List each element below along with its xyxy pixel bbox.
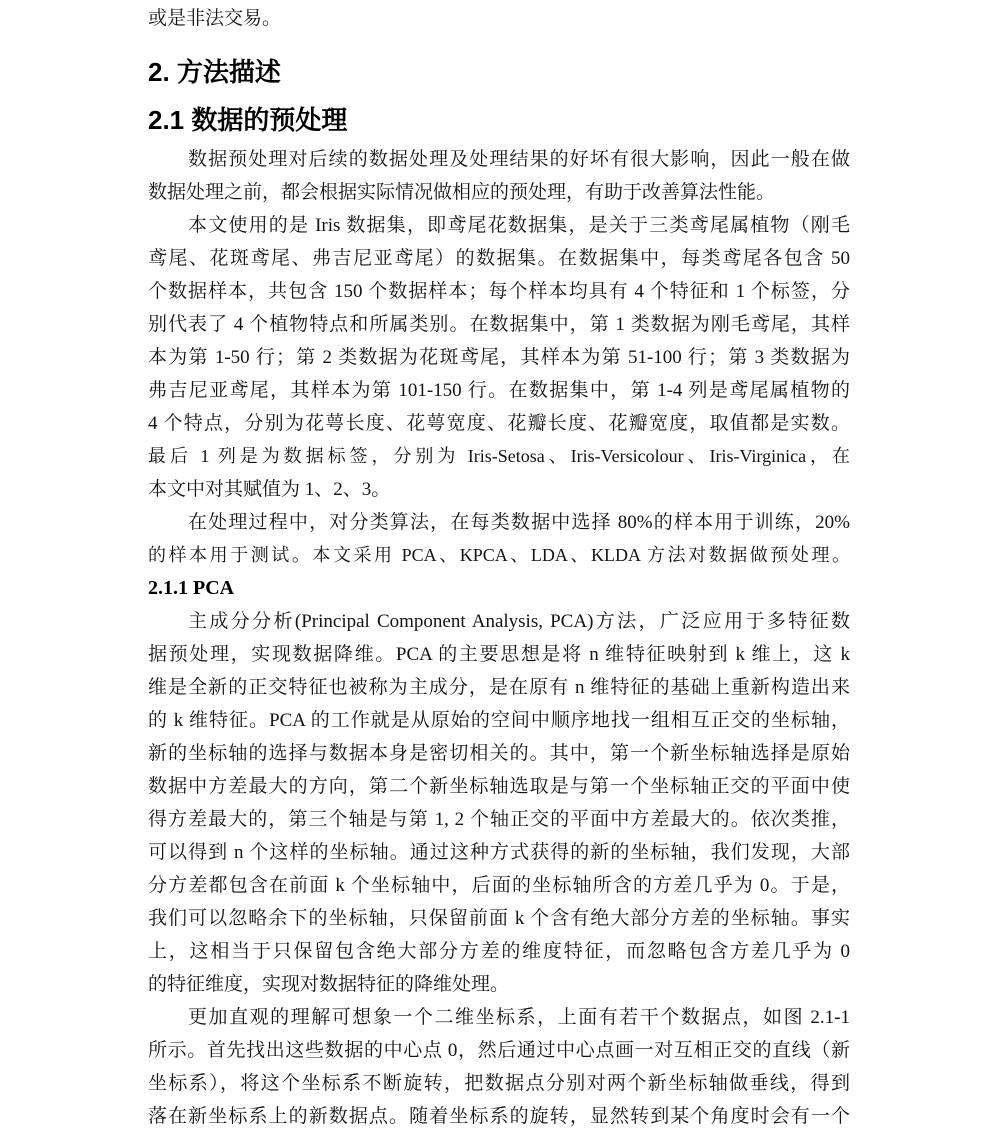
- text-line: 鸢尾、花斑鸢尾、弗吉尼亚鸢尾）的数据集。在数据集中，每类鸢尾各包含 50: [148, 248, 850, 269]
- paragraph-pca-intuition: [148, 1001, 850, 1133]
- text-line: 最后 1 列是为数据标签，分别为 Iris-Setosa、Iris-Versicolour、Iris-Virginica，在: [148, 446, 850, 466]
- text-line: 上，这相当于只保留包含绝大部分方差的维度特征，而忽略包含方差几乎为 0: [148, 941, 850, 962]
- paragraph-iris-dataset: [148, 209, 850, 506]
- text-line: 4 个特点，分别为花萼长度、花萼宽度、花瓣长度、花瓣宽度，取值都是实数。: [148, 413, 850, 434]
- paragraph-train-test-split: [148, 506, 850, 572]
- text-line: 新的坐标轴的选择与数据本身是密切相关的。其中，第一个新坐标轴选择是原始: [148, 743, 850, 764]
- text-line: 得方差最大的，第三个轴是与第 1, 2 个轴正交的平面中方差最大的。依次类推，: [148, 809, 850, 830]
- text-line: 个数据样本，共包含 150 个数据样本；每个样本均具有 4 个特征和 1 个标签，分: [148, 281, 850, 302]
- text-line: 数据中方差最大的方向，第二个新坐标轴选取是与第一个坐标轴正交的平面中使: [148, 776, 850, 797]
- text-line: 坐标系），将这个坐标系不断旋转，把数据点分别对两个新坐标轴做垂线，得到: [148, 1073, 850, 1094]
- text-line: 主成分分析(Principal Component Analysis, PCA)方法，广泛应用于多特征数: [188, 611, 850, 632]
- text-line: 维是全新的正交特征也被称为主成分，是在原有 n 维特征的基础上重新构造出来: [148, 677, 850, 698]
- text-line: 本文使用的是 Iris 数据集，即鸢尾花数据集，是关于三类鸢尾属植物（刚毛: [188, 215, 850, 236]
- text-line: 我们可以忽略余下的坐标轴，只保留前面 k 个含有绝大部分方差的坐标轴。事实: [148, 908, 850, 929]
- document-content: [148, 0, 850, 1133]
- text-line: 数据处理之前，都会根据实际情况做相应的预处理，有助于改善算法性能。: [148, 182, 776, 203]
- paragraph-preprocess-intro: [148, 143, 850, 209]
- text-line: 可以得到 n 个这样的坐标轴。通过这种方式获得的新的坐标轴，我们发现，大部: [148, 842, 850, 863]
- subsubsection-heading-pca: 2.1.1 PCA: [148, 577, 235, 599]
- text-line: 的 k 维特征。PCA 的工作就是从原始的空间中顺序地找一组相互正交的坐标轴，: [148, 710, 850, 731]
- text-line: 分方差都包含在前面 k 个坐标轴中，后面的坐标轴所含的方差几乎为 0。于是，: [148, 875, 850, 896]
- text-line: 的特征维度，实现对数据特征的降维处理。: [148, 974, 510, 995]
- section-heading-method: 2. 方法描述: [148, 57, 281, 87]
- text-line: 的样本用于测试。本文采用 PCA、KPCA、LDA、KLDA 方法对数据做预处理。: [148, 545, 850, 565]
- text-line: 本为第 1-50 行；第 2 类数据为花斑鸢尾，其样本为第 51-100 行；第 3 类数据为: [148, 347, 850, 368]
- continuation-line: 或是非法交易。: [148, 8, 282, 29]
- subsection-heading-preprocess: 2.1 数据的预处理: [148, 105, 348, 135]
- text-line: 落在新坐标系上的新数据点。随着坐标系的旋转，显然转到某个角度时会有一个: [148, 1106, 850, 1127]
- text-line: 所示。首先找出这些数据的中心点 0，然后通过中心点画一对互相正交的直线（新: [148, 1040, 850, 1061]
- text-line: 在处理过程中，对分类算法，在每类数据中选择 80%的样本用于训练，20%: [188, 512, 850, 533]
- text-line: 数据预处理对后续的数据处理及处理结果的好坏有很大影响，因此一般在做: [188, 149, 850, 170]
- paragraph-pca-description: [148, 605, 850, 1001]
- text-line: 别代表了 4 个植物特点和所属类别。在数据集中，第 1 类数据为刚毛鸢尾，其样: [148, 314, 850, 335]
- text-line: 本文中对其赋值为 1、2、3。: [148, 479, 391, 500]
- text-line: 更加直观的理解可想象一个二维坐标系，上面有若干个数据点，如图 2.1-1: [188, 1007, 850, 1028]
- text-line: 据预处理，实现数据降维。PCA 的主要思想是将 n 维特征映射到 k 维上，这 k: [148, 644, 850, 665]
- text-line: 弗吉尼亚鸢尾，其样本为第 101-150 行。在数据集中，第 1-4 列是鸢尾属植物的: [148, 380, 850, 401]
